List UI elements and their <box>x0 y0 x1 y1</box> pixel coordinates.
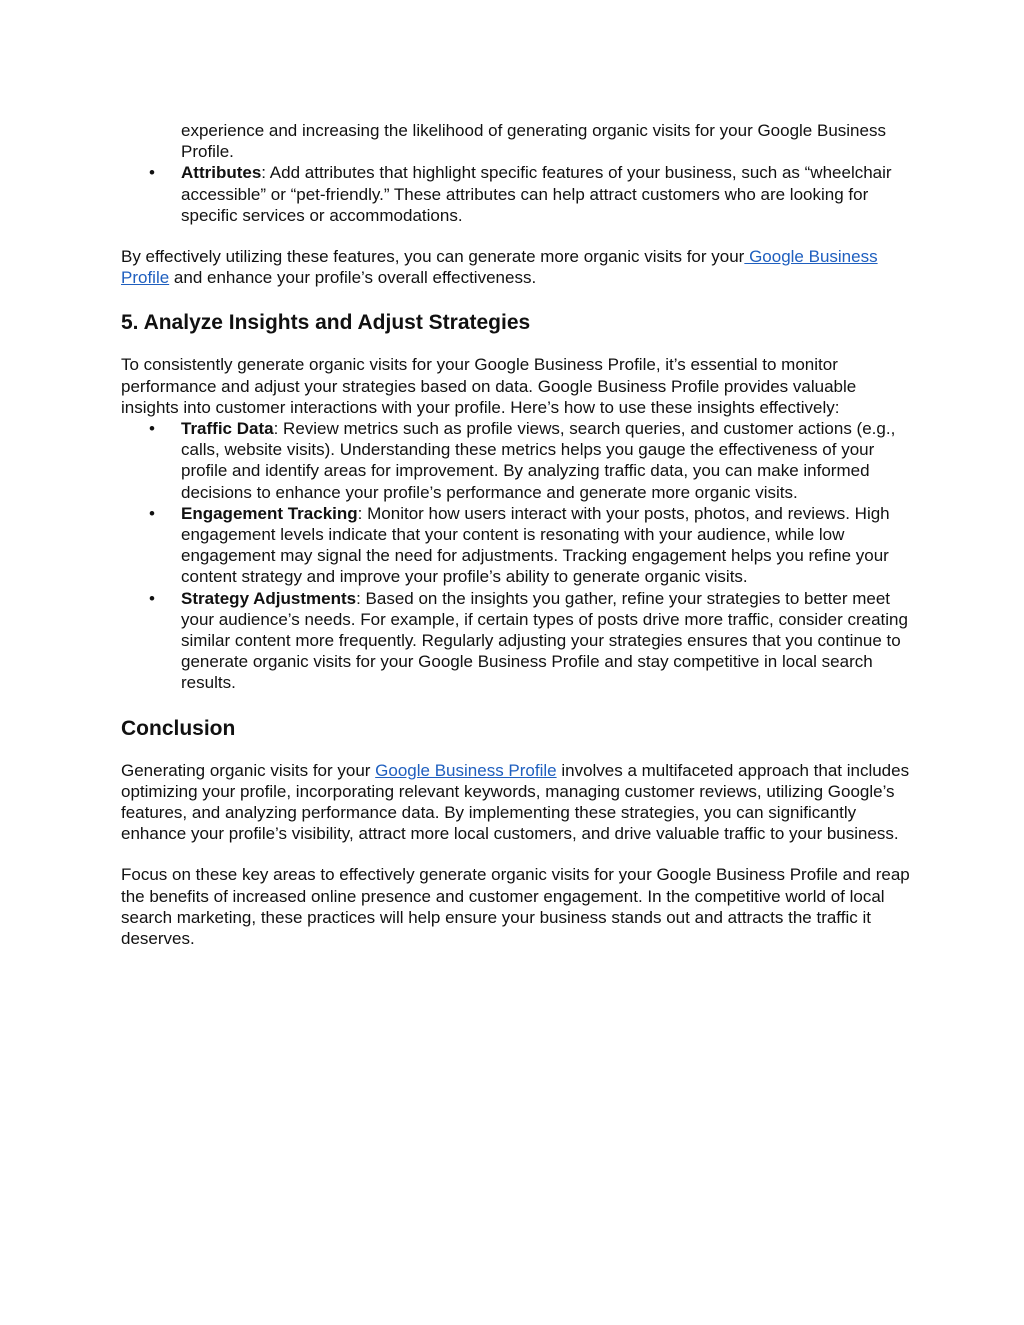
item-text: : Monitor how users interact with your posts, photos, and reviews. High engagement levels indicate that your content is resonating with your audience, while low engagement may signal the need for adjustments. Tracking engagement helps you refine your content strategy and improve your profile’s ability to generate organic visits. <box>181 503 890 587</box>
continued-item-text: experience and increasing the likelihood of generating organic visits for your Google Business Profile. <box>181 121 886 162</box>
conclusion-paragraph-2: Focus on these key areas to effectively generate organic visits for your Google Business Profile and reap the benefits of increased online presence and customer engagement. In the competitive world of local search marketing, these practices will help ensure your business stands out and attracts the traffic it deserves. <box>121 865 910 949</box>
bullet-icon: • <box>149 419 155 439</box>
section-intro: To consistently generate organic visits for your Google Business Profile, it’s essential to monitor performance and adjust your strategies based on data. Google Business Profile provides valuable insights into customer interactions with your profile. Here’s how to use these insights effectively: <box>121 355 857 417</box>
paragraph-text: By effectively utilizing these features, you can generate more organic visits for your <box>121 247 745 267</box>
paragraph-text: involves a multifaceted approach that includes optimizing your profile, incorporating relevant keywords, managing customer reviews, utilizing Google’s features, and analyzing performance data. By implementing these strategies, you can significantly enhance your profile’s visibility, attract more local customers, and drive valuable traffic to your business. <box>121 760 910 844</box>
bullet-icon: • <box>149 163 155 183</box>
item-lead: Strategy Adjustments <box>181 588 357 608</box>
insights-bullet-list <box>121 418 911 694</box>
list-item <box>121 418 911 503</box>
item-lead: Traffic Data <box>181 419 274 439</box>
item-text: : Review metrics such as profile views, search queries, and customer actions (e.g., calls, website visits). Understanding these metrics helps you gauge the effectiveness of your profile and identify areas for improvement. By analyzing traffic data, you can make informed decisions to enhance your profile’s performance and generate more organic visits. <box>181 419 896 502</box>
features-paragraph <box>121 246 911 288</box>
document-page <box>121 120 911 949</box>
bullet-icon: • <box>149 503 155 523</box>
list-item <box>121 162 911 226</box>
list-item <box>121 503 911 588</box>
item-lead: Attributes <box>181 163 262 183</box>
paragraph-text: and enhance your profile’s overall effectiveness. <box>169 268 537 288</box>
conclusion-heading: Conclusion <box>121 716 236 740</box>
conclusion-paragraph-1 <box>121 760 911 845</box>
item-text: : Based on the insights you gather, refine your strategies to better meet your audience’s needs. For example, if certain types of posts drive more traffic, consider creating similar content more frequently. Regularly adjusting your strategies ensures that you continue to generate organic visits for your Google Business Profile and stay competitive in local search results. <box>181 588 908 693</box>
google-business-profile-link[interactable]: Google Business Profile <box>375 760 557 780</box>
bullet-icon: • <box>149 588 155 608</box>
list-item <box>121 120 911 162</box>
continued-bullet-list <box>121 120 911 226</box>
section-heading: 5. Analyze Insights and Adjust Strategies <box>121 311 531 335</box>
list-item <box>121 588 911 694</box>
item-text: : Add attributes that highlight specific features of your business, such as “wheelchair accessible” or “pet-friendly.” These attributes can help attract customers who are looking for specific services or accommodations. <box>181 163 892 225</box>
google-business-profile-link[interactable]: Google Business Profile <box>121 247 878 288</box>
item-lead: Engagement Tracking <box>181 503 358 523</box>
paragraph-text: Generating organic visits for your <box>121 760 376 780</box>
